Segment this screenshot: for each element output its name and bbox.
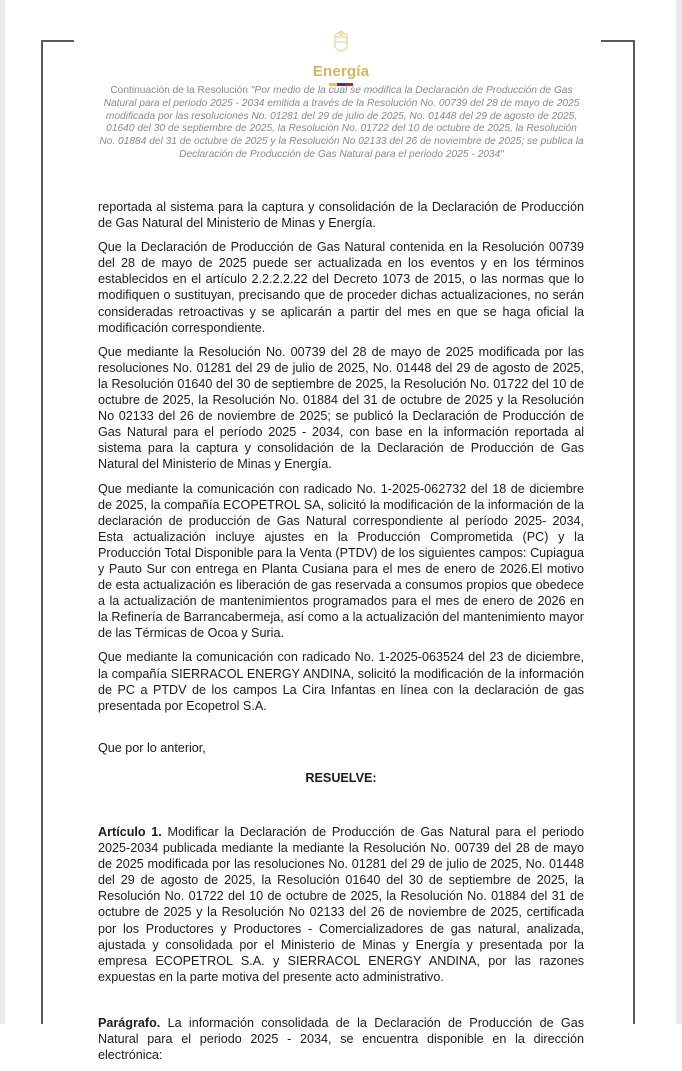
paragrafo: [98, 1015, 584, 1063]
coat-of-arms-icon: [330, 28, 352, 58]
logo-text: Energía: [312, 63, 370, 80]
header-title: "Por medio de la cual se modifica la Declaración de Producción de Gas Natural para el periodo 2025 - 2034 emitida a través de la Resolución No. 00739 del 28 de mayo de 2025 modificada por las resoluciones No. 01281 del 29 de julio de 2025, No. 01448 del 29 de agosto de 2025, 01640 del 30 de septiembre de 2025, la Resolución No. 01722 del 10 de octubre de 2025, la Resolución No. 01884 del 31 de octubre de 2025 y la Resolución No 02133 del 26 de noviembre de 2025; se publica la Declaración de Producción de Gas Natural para el periodo 2025 - 2034": [99, 85, 584, 160]
document-body: [98, 199, 584, 1071]
paragraph: Que mediante la Resolución No. 00739 del 28 de mayo de 2025 modificada por las resoluciones No. 01281 del 29 de julio de 2025, No. 01448 del 29 de agosto de 2025, la Resolución 01640 del 30 de septiembre de 2025, la Resolución No. 01722 del 10 de octubre de 2025, la Resolución No. 01884 del 31 de octubre de 2025 y la Resolución No 02133 del 26 de noviembre de 2025; se publicó la Declaración de Producción de Gas Natural para el período 2025 - 2034, con base en la información reportada al sistema para la captura y consolidación de la Declaración de Producción de Gas Natural del Ministerio de Minas y Energía.: [98, 344, 584, 472]
paragrafo-text: La información consolidada de la Declaración de Producción de Gas Natural para el periodo 2025 - 2034, se encuentra disponible en la dirección electrónica:: [98, 1015, 584, 1063]
resolution-header: [98, 85, 585, 162]
paragraph: Que mediante la comunicación con radicado No. 1-2025-063524 del 23 de diciembre, la compañía SIERRACOL ENERGY ANDINA, solicitó la modificación de la información de PC a PTDV de los campos La Cira Infantas en línea con la declaración de gas presentada por Ecopetrol S.A.: [98, 650, 584, 713]
viewer-left-edge: [0, 0, 5, 1024]
paragraph: Que la Declaración de Producción de Gas Natural contenida en la Resolución 00739 del 28 de mayo de 2025 puede ser actualizada en los eventos y en los términos establecidos en el artículo 2.2.2.2.22 del Decreto 1073 de 2015, o las normas que lo modifiquen o sustituyan, precisando que de proceder dichas actualizaciones, no serán consideradas retroactivas y se aplicarán a partir del mes en que se haga oficial la modificación correspondiente.: [98, 240, 584, 335]
closing-line: Que por lo anterior,: [98, 740, 206, 755]
paragrafo-label: Parágrafo.: [98, 1015, 161, 1030]
article-1: [98, 824, 584, 985]
page-frame-left: [41, 40, 43, 1024]
header-prefix: Continuación de la Resolución: [110, 85, 251, 96]
paragraph: Que mediante la comunicación con radicado No. 1-2025-062732 del 18 de diciembre de 2025, la compañía ECOPETROL SA, solicitó la modificación de la información de la declaración de producción de Gas Natural correspondiente al período 2025- 2034, Esta actualización incluye ajustes en la Producción Comprometida (PC) y la Producción Total Disponible para la Venta (PTDV) de los siguientes campos: Cupiagua y Pauto Sur con entrega en Planta Cusiana para el mes de enero de 2026.El motivo de esta actualización es liberación de gas reservada a consumos propios que obedece a la actualización de mantenimientos programados para el mes de enero de 2026 en la Refinería de Barrancabermeja, así como a la actualización del mantenimiento mayor de las Térmicas de Ocoa y Suria.: [98, 481, 584, 641]
viewer-right-edge: [676, 0, 682, 1024]
resuelve-heading: RESUELVE:: [305, 770, 377, 785]
article-1-label: Artículo 1.: [98, 825, 162, 839]
page-frame-top-right: [601, 40, 635, 42]
page-frame-right: [633, 40, 635, 1024]
page-frame-top-left: [41, 40, 74, 42]
ministry-logo: [300, 28, 382, 86]
article-1-text: Modificar la Declaración de Producción de Gas Natural para el periodo 2025-2034 publicada mediante la mediante la Resolución No. 00739 del 28 de mayo de 2025 modificada por las resoluciones No. 01281 del 29 de julio de 2025, No. 01448 del 29 de agosto de 2025, la Resolución 01640 del 30 de septiembre de 2025, la Resolución No. 01722 del 10 de octubre de 2025, la Resolución No. 01884 del 31 de octubre de 2025 y la Resolución No 02133 del 26 de noviembre de 2025, certificada por los Productores y Productores - Comercializadores de gas natural, analizada, ajustada y consolidada por el Ministerio de Minas y Energía y presentada por la empresa ECOPETROL S.A. y SIERRACOL ENERGY ANDINA, por las razones expuestas en la parte motiva del presente acto administrativo.: [98, 825, 584, 984]
paragraph: reportada al sistema para la captura y consolidación de la Declaración de Producción de Gas Natural del Ministerio de Minas y Energía.: [98, 200, 584, 231]
